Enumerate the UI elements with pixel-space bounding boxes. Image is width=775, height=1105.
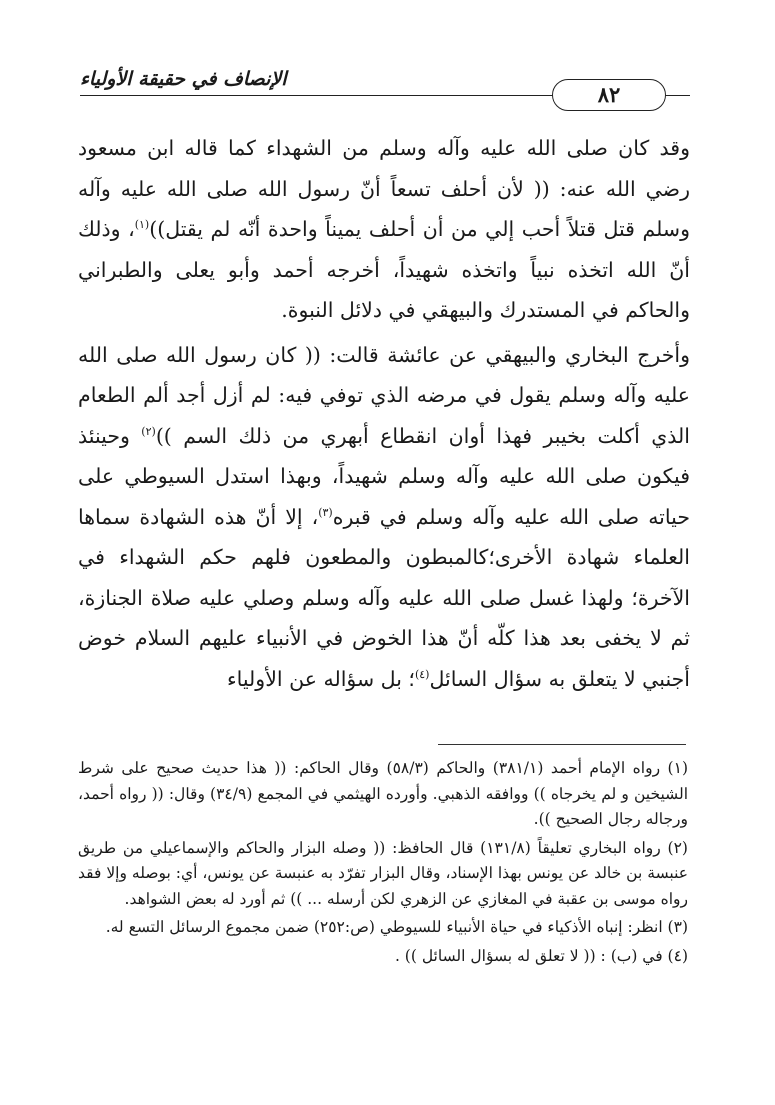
paragraph: [78, 128, 690, 331]
running-title: الإنصاف في حقيقة الأولياء: [80, 68, 287, 90]
paragraph-text: وقد كان صلى الله عليه وآله وسلم من الشهداء كما قاله ابن مسعود رضي الله عنه: (( لأن أحلف تسعاً أنّ رسول الله صلى الله عليه وآله وسلم قتل قتلاً أحب إلي من أن أحلف يميناً واحدة أنّه لم يقتل)): [78, 136, 690, 241]
footnote-reference: (٤): [414, 667, 430, 681]
footnote-separator: [438, 744, 686, 745]
page-header: [80, 68, 690, 108]
footnote-reference: (٣): [318, 505, 333, 519]
paragraph-text: ، إلا أنّ هذه الشهادة سماها العلماء شهادة الأخرى؛كالمبطون والمطعون فلهم حكم الشهداء في الآخرة؛ ولهذا غسل صلى الله عليه وآله وسلم وصلي عليه صلاة الجنازة، ثم لا يخفى بعد هذا كلّه أنّ هذا الخوض في الأنبياء عليهم السلام خوض أجنبي لا يتعلق به سؤال السائل: [78, 504, 690, 691]
footnote: (٤) في (ب) : (( لا تعلق له بسؤال السائل )) .: [394, 946, 688, 965]
footnote: (٢) رواه البخاري تعليقاً (١٣١/٨) قال الحافظ: (( وصله البزار والحاكم والإسماعيلي من طريق عنبسة بن خالد عن يونس بهذا الإسناد، وقال البزار تفرّد به عنبسة عن يونس، أي: بوصله وإلا فقد رواه موسى بن عقبة في المغازي عن الزهري لكن أرسله ... )) ثم أورد له بعض الشواهد.: [78, 838, 688, 908]
main-text: [78, 128, 690, 699]
footnote: (٣) انظر: إنباه الأذكياء في حياة الأنبياء للسيوطي (ص:٢٥٢) ضمن مجموع الرسائل التسع له.: [105, 918, 688, 936]
paragraph-text: وأخرج البخاري والبيهقي عن عائشة قالت: (( كان رسول الله صلى الله عليه وآله وسلم يقول في مرضه الذي توفي فيه: لم أزل أجد ألم الطعام الذي أكلت بخيبر فهذا أوان انقطاع أبهري من ذلك السم )): [78, 342, 690, 448]
paragraph-text: وحينئذ فيكون صلى الله عليه وآله وسلم شهيداً، وبهذا استدل السيوطي على حياته صلى الله عليه وآله وسلم في قبره: [78, 423, 690, 529]
page-number: ٨٢: [552, 79, 666, 111]
footnotes: [78, 756, 688, 972]
paragraph: [78, 335, 690, 700]
paragraph-text: ؛ بل سؤاله عن الأولياء: [226, 666, 415, 691]
footnote: (١) رواه الإمام أحمد (٣٨١/١) والحاكم (٥٨/٣) وقال الحاكم: (( هذا حديث صحيح على شرط الشيخين و لم يخرجاه )) ووافقه الذهبي. وأورده الهيثمي في المجمع (٣٤/٩) وقال: (( رواه أحمد، ورجاله رجال الصحيح )).: [78, 759, 688, 828]
footnote-reference: (١): [134, 218, 150, 232]
footnote-reference: (٢): [141, 424, 156, 438]
paragraph-text: ، وذلك أنّ الله اتخذه نبياً واتخذه شهيداً، أخرجه أحمد وأبو يعلى والطبراني والحاكم في المستدرك والبيهقي في دلائل النبوة.: [78, 217, 690, 322]
